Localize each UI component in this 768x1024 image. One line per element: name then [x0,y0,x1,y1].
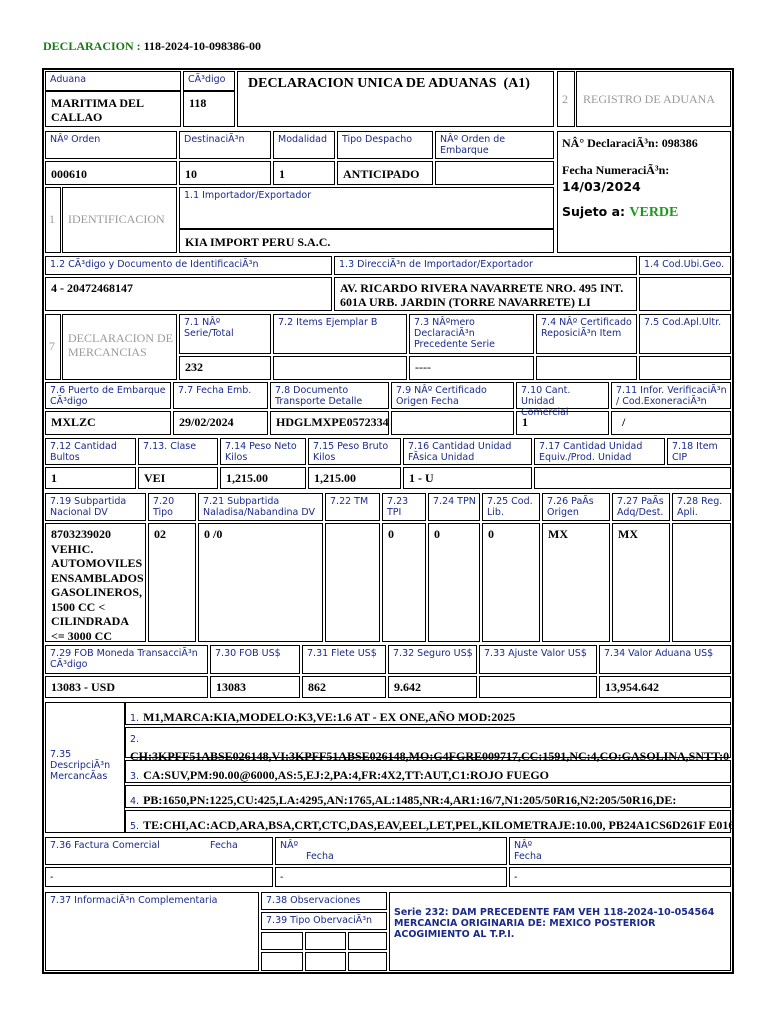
v711-cell [611,411,731,435]
form-title: DECLARACION UNICA DE ADUANAS (A1) [248,76,530,91]
importador-label: 1.1 Importador/Exportador [184,190,312,201]
factura-fecha2-label: Fecha [306,851,334,862]
direccion-value: AV. RICARDO RIVERA NAVARRETE NRO. 495 INT. 601A URB. JARDIN (TORRE NAVARRETE) LI [340,281,624,309]
clase-label: 7.13. Clase [143,441,197,452]
aduana-value-cell [45,91,181,127]
destinacion-value: 10 [185,167,197,181]
modalidad-value-cell [273,161,335,185]
merc-label-cell [62,314,177,380]
tpi-label: 7.23 TPI [387,496,409,518]
l716-cell [403,438,532,465]
descripcion-line-cell [125,760,731,783]
v74-cell [536,356,637,380]
puerto-embarque-label: 7.6 Puerto de Embarque CÃ³digo [50,385,166,407]
ident-num-cell [45,187,61,253]
observaciones-text-cell [389,892,731,971]
puerto-embarque-value: MXLZC [51,415,96,429]
descripcion-label: 7.35 DescripciÃ³n MercancÃas [50,749,111,782]
v730-cell [210,676,300,698]
v724-cell [428,523,480,642]
factura-label-cell [45,837,273,865]
obs-grid-3 [348,932,387,950]
l724-cell [428,493,480,521]
peso-bruto-value: 1,215.00 [314,471,356,485]
direccion-label: 1.3 DirecciÃ³n de Importador/Exportador [339,259,533,270]
certificado-reposicion-label: 7.4 NÂº Certificado ReposiciÃ³n Item [541,317,632,339]
l720-cell [148,493,196,521]
l731-cell [302,645,386,674]
v719-cell [45,523,146,642]
v710-cell [516,411,609,435]
l73-cell [409,314,534,354]
peso-neto-value: 1,215.00 [226,471,268,485]
valor-aduana-label: 7.34 Valor Aduana US$ [604,648,714,659]
l713-cell [138,438,218,465]
tm-label: 7.22 TM [330,496,369,507]
orden-value-cell [45,161,177,185]
factura-data1-cell [45,867,273,887]
observaciones-label: 7.38 Observaciones [266,895,361,906]
tpi-value: 0 [388,527,394,541]
importador-label-cell [179,187,554,229]
v727-cell [612,523,670,642]
v77-cell [173,411,268,435]
v714-cell [220,467,306,489]
tipo-value: 02 [154,527,166,541]
v716-cell [403,467,532,489]
codigo-label: CÃ³digo [188,74,226,85]
fecha-emb-label: 7.7 Fecha Emb. [178,385,252,396]
aduana-value: MARITIMA DEL CALLAO [51,96,144,124]
factura-num2-cell [275,837,507,865]
v733-cell [479,676,597,698]
l717-cell [534,438,665,465]
l71-cell [179,314,271,354]
fob-moneda-label: 7.29 FOB Moneda TransacciÃ³n CÃ³digo [50,648,198,670]
destinacion-label-cell [179,131,271,159]
fecha-emb-value: 29/02/2024 [179,415,234,429]
descripcion-line-text: CH:3KPFF51ABSE026148,VI:3KPFF51ABSE026148,MO:G4FGRE009717,CC:1591,NC:4,CO:GASOLINA,SNTT:0 [130,749,730,763]
l714-cell [220,438,306,465]
ubigeo-label: 1.4 Cod.Ubi.Geo. [644,259,725,270]
merc-number: 7 [49,339,55,353]
tipo-observacion-label-cell [261,912,387,930]
v728-cell [672,523,731,642]
declaracion-label: DECLARACION : [43,39,141,53]
serie-total-label: 7.1 NÂº Serie/Total [184,317,234,339]
ident-number: 1 [49,212,55,226]
l718-cell [667,438,731,465]
l715-cell [308,438,401,465]
ajuste-valor-label: 7.33 Ajuste Valor US$ [484,648,587,659]
orden-label-cell [45,131,177,159]
peso-neto-label: 7.14 Peso Neto Kilos [225,441,297,463]
pais-adq-label: 7.27 PaÃs Adq/Dest. [617,496,664,518]
tipo-label: 7.20 Tipo [153,496,175,518]
factura-data3: - [514,872,518,883]
ubigeo-label-cell [639,256,731,275]
aduana-label-cell [45,71,181,91]
v76-cell [45,411,171,435]
factura-data3-cell [509,867,731,887]
v729-cell [45,676,208,698]
descripcion-line-number: 4. [130,796,140,807]
v734-cell [599,676,731,698]
declaracion-number: 118-2024-10-098386-00 [143,39,261,53]
seguro-value: 9.642 [394,680,421,694]
descripcion-line-number: 5. [130,821,140,832]
tpn-value: 0 [434,527,440,541]
l722-cell [325,493,380,521]
v732-cell [388,676,477,698]
l729-cell [45,645,208,674]
orden-label: NÂº Orden [50,134,101,145]
l726-cell [542,493,610,521]
subpartida-nacional-label: 7.19 Subpartida Nacional DV [50,496,127,518]
v723-cell [382,523,426,642]
subpartida-naladisa-value: 0 /0 [204,527,223,541]
codigo-label-cell [183,71,235,91]
merc-num-cell [45,314,61,380]
l710-cell [516,382,609,418]
obs-grid-2 [305,932,346,950]
obs-grid-6 [348,952,387,971]
tipo-despacho-label: Tipo Despacho [342,134,413,145]
cant-unidad-comercial-label: 7.10 Cant. Unidad Comercial [521,385,571,418]
descripcion-line-text: TE:CHI,AC:ACD,ARA,BSA,CRT,CTC,DAS,EAV,EEL,LET,PEL,KILOMETRAJE:10.00, PB24A1CS6D261F E016 [143,818,735,832]
ident-label: IDENTIFICACION [68,212,165,226]
obs-grid-5 [305,952,346,971]
obs-grid-4 [261,952,303,971]
l723-cell [382,493,426,521]
declaracion-heading [43,39,261,54]
subpartida-nacional-value: 8703239020 VEHIC. AUTOMOVILES ENSAMBLADOS GASOLINEROS, 1500 CC < CILINDRADA <= 3000 CC [51,527,144,643]
sujeto-value: VERDE [629,205,679,220]
registro-num-cell [557,71,575,127]
v722-cell [325,523,380,642]
v78-cell [270,411,389,435]
destinacion-value-cell [179,161,271,185]
l76-cell [45,382,171,409]
descripcion-line-text: PB:1650,PN:1225,CU:425,LA:4295,AN:1765,AL:1485,NR:4,AR1:16/7,N1:205/50R16,N2:205/50R16,DE: [143,793,677,807]
factura-data2: - [280,872,284,883]
l730-cell [210,645,300,674]
cod-apl-ultr-label: 7.5 Cod.Apl.Ultr. [644,317,722,328]
descripcion-line-number: 3. [130,771,140,782]
observaciones-text: Serie 232: DAM PRECEDENTE FAM VEH 118-2024-10-054564 MERCANCIA ORIGINARIA DE: MEXICO POSTERIOR ACOGIMIENTO AL T.P.I. [394,907,715,940]
destinacion-label: DestinaciÃ³n [184,134,245,145]
fecha-numeracion-label: Fecha NumeraciÃ³n: [562,163,670,177]
fob-us-value: 13083 [216,680,246,694]
v712-cell [45,467,136,489]
tipo-observacion-label: 7.39 Tipo ObervaciÃ³n [266,915,373,926]
orden-value: 000610 [51,167,87,181]
descripcion-line-cell [125,810,735,833]
registro-label: REGISTRO DE ADUANA [583,92,715,106]
seguro-label: 7.32 Seguro US$ [393,648,473,659]
registro-number: 2 [562,92,568,106]
subpartida-naladisa-label: 7.21 Subpartida Naladisa/Nabandina DV [203,496,316,518]
l79-cell [391,382,514,409]
doc-ident-label: 1.2 CÃ³digo y Documento de IdentificaciÃ³n [50,259,259,270]
v725-cell [482,523,540,642]
factura-fecha3-label: Fecha [514,851,542,862]
descripcion-line-cell [125,702,731,725]
v721-cell [198,523,323,642]
declaracion-info-block [557,131,731,253]
tpn-label: 7.24 TPN [433,496,476,507]
l733-cell [479,645,597,674]
factura-fecha-label: Fecha [210,840,238,851]
fob-us-label: 7.30 FOB US$ [215,648,281,659]
merc-label: DECLARACION DE MERCANCIAS [68,331,173,359]
cantidad-unidad-equiv-label: 7.17 Cantidad Unidad Equiv./Prod. Unidad [539,441,643,463]
l74-cell [536,314,637,354]
cantidad-bultos-label: 7.12 Cantidad Bultos [50,441,117,463]
l734-cell [599,645,731,674]
peso-bruto-label: 7.15 Peso Bruto Kilos [313,441,389,463]
modalidad-label-cell [273,131,335,159]
v720-cell [148,523,196,642]
v71-cell [179,356,271,380]
flete-label: 7.31 Flete US$ [307,648,377,659]
item-cip-label: 7.18 Item CIP [672,441,718,463]
doc-ident-value-cell [45,277,332,311]
l78-cell [270,382,389,409]
reg-apli-label: 7.28 Reg. Apli. [677,496,723,518]
cod-lib-value: 0 [488,527,494,541]
documento-transporte-value: HDGLMXPE0572334 [276,415,389,429]
factura-data2-cell [275,867,507,887]
documento-transporte-label: 7.8 Documento Transporte Detalle [275,385,363,407]
clase-value: VEI [144,471,166,485]
pais-origen-value: MX [548,527,568,541]
tipo-despacho-value: ANTICIPADO [343,167,420,181]
doc-ident-label-cell [45,256,332,275]
observaciones-label-cell [261,892,387,910]
pais-adq-value: MX [618,527,638,541]
factura-comercial-label: 7.36 Factura Comercial [50,840,160,851]
factura-num3-cell [509,837,731,865]
l72-cell [273,314,407,354]
codigo-value: 118 [189,96,207,110]
l721-cell [198,493,323,521]
importador-value-cell [179,229,554,253]
cod-lib-label: 7.25 Cod. Lib. [487,496,533,518]
certificado-origen-label: 7.9 NÂº Certificado Origen Fecha [396,385,487,407]
factura-num2-label: NÂº [280,840,299,851]
valor-aduana-value: 13,954.642 [605,680,659,694]
direccion-value-cell [334,277,637,311]
pais-origen-label: 7.26 PaÃs Origen [547,496,594,518]
v73-cell [409,356,534,380]
l728-cell [672,493,731,521]
orden-embarque-label-cell [435,131,554,159]
obs-grid-1 [261,932,303,950]
v72-cell [273,356,407,380]
orden-embarque-label: NÂº Orden de Embarque [440,134,506,156]
cant-unidad-comercial-value: 1 [522,415,528,429]
direccion-label-cell [334,256,637,275]
info-complementaria-cell [45,892,259,971]
descripcion-line-number: 1. [130,713,140,724]
descripcion-line-cell [125,785,731,808]
aduana-label: Aduana [50,74,87,85]
factura-num3-label: NÂº [514,840,533,851]
fecha-numeracion-value: 14/03/2024 [562,179,641,194]
l712-cell [45,438,136,465]
descripcion-line-cell [125,727,731,763]
factura-data1: - [50,872,54,883]
info-complementaria-label: 7.37 InformaciÃ³n Complementaria [50,895,218,906]
descripcion-line-number: 2. [130,734,140,745]
flete-value: 862 [308,680,326,694]
sujeto-label: Sujeto a: [562,204,626,219]
v717-cell [534,467,731,489]
v726-cell [542,523,610,642]
descripcion-label-cell [45,702,125,833]
fob-moneda-value: 13083 - USD [51,680,116,694]
items-ejemplar-label: 7.2 Items Ejemplar B [278,317,378,328]
v75-cell [639,356,731,380]
codigo-value-cell [183,91,235,127]
orden-embarque-value-cell [435,161,554,185]
declaracion-num: NÂ° DeclaraciÃ³n: 098386 [562,136,698,150]
doc-ident-value: 4 - 20472468147 [51,281,133,295]
declaracion-precedente-value: ---- [415,360,431,374]
modalidad-value: 1 [279,167,285,181]
ident-label-cell [62,187,177,253]
descripcion-line-text: M1,MARCA:KIA,MODELO:K3,VE:1.6 AT - EX ONE,AÑO MOD:2025 [143,710,516,724]
l75-cell [639,314,731,354]
v715-cell [308,467,401,489]
declaracion-precedente-label: 7.3 NÂºmero DeclaraciÃ³n Precedente Serie [414,317,495,350]
l725-cell [482,493,540,521]
cantidad-unidad-fisica-value: 1 - U [409,471,434,485]
l711-cell [611,382,731,409]
importador-value: KIA IMPORT PERU S.A.C. [185,235,331,249]
l77-cell [173,382,268,409]
ubigeo-value-cell [639,277,731,311]
l719-cell [45,493,146,521]
modalidad-label: Modalidad [278,134,328,145]
l727-cell [612,493,670,521]
v79-cell [391,411,514,435]
serie-total-value: 232 [185,360,203,374]
v713-cell [138,467,218,489]
sujeto-row [558,194,730,221]
infor-verificacion-value: / [622,415,626,429]
infor-verificacion-label: 7.11 Infor. VerificaciÃ³n / Cod.ExoneraciÃ³n [616,385,727,407]
cantidad-unidad-fisica-label: 7.16 Cantidad Unidad FÃsica Unidad [408,441,512,463]
registro-cell [576,71,731,127]
v731-cell [302,676,386,698]
cantidad-bultos-value: 1 [51,471,57,485]
l732-cell [388,645,477,674]
tipo-despacho-label-cell [337,131,433,159]
descripcion-line-text: CA:SUV,PM:90.00@6000,AS:5,EJ:2,PA:4,FR:4X2,TT:AUT,C1:ROJO FUEGO [143,768,549,782]
tipo-despacho-value-cell [337,161,433,185]
title-cell [237,71,554,127]
